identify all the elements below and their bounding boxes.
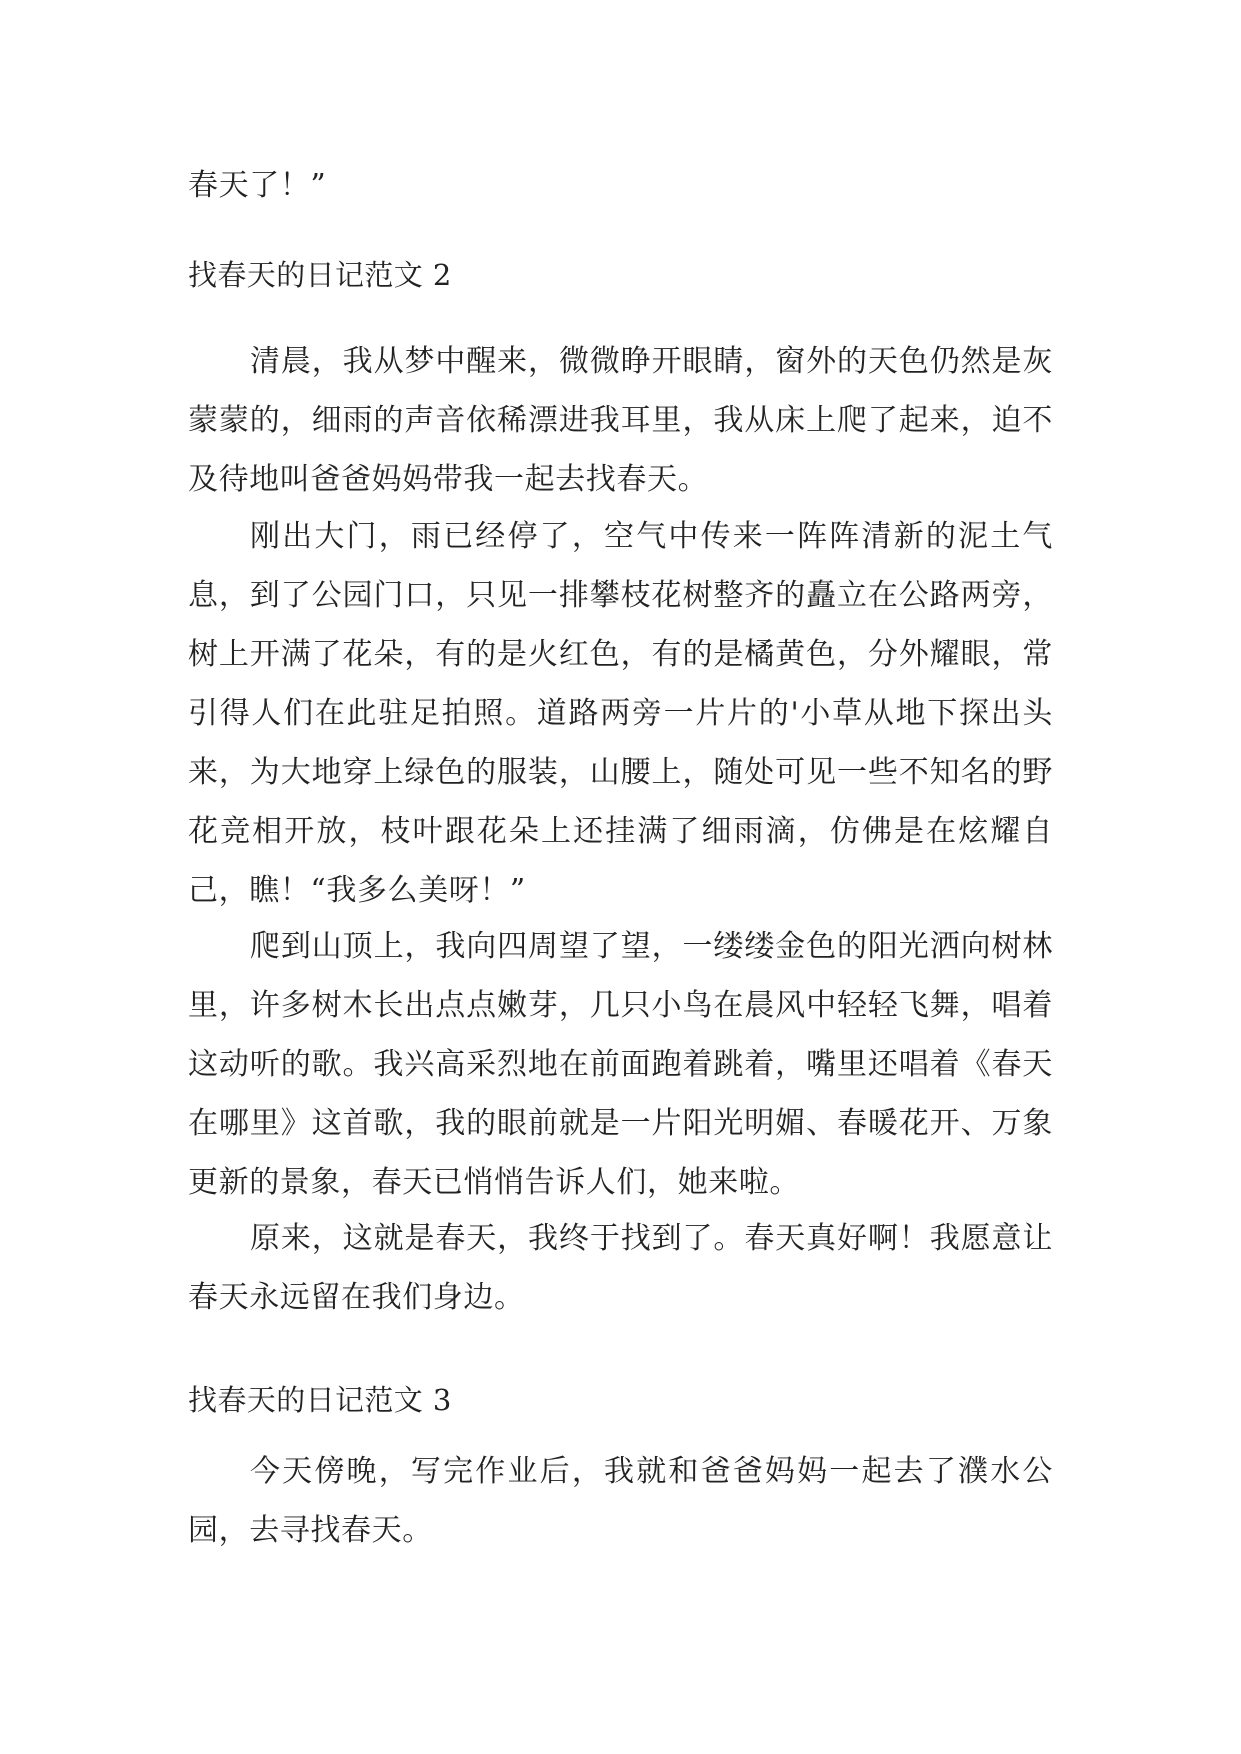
continuation-text: 春天了！” <box>188 168 327 203</box>
section-heading: 找春天的日记范文 2 <box>188 258 452 292</box>
paragraph: 今天傍晚，写完作业后，我就和爸爸妈妈一起去了濮水公园，去寻找春天。 <box>188 1454 1053 1548</box>
section-heading: 找春天的日记范文 3 <box>188 1383 452 1417</box>
paragraph: 清晨，我从梦中醒来，微微睁开眼睛，窗外的天色仍然是灰蒙蒙的，细雨的声音依稀漂进我耳里，我从床上爬了起来，迫不及待地叫爸爸妈妈带我一起去找春天。 <box>188 344 1053 497</box>
paragraph: 刚出大门，雨已经停了，空气中传来一阵阵清新的泥土气息，到了公园门口，只见一排攀枝花树整齐的矗立在公路两旁，树上开满了花朵，有的是火红色，有的是橘黄色，分外耀眼，常引得人们在此驻足拍照。道路两旁一片片的'小草从地下探出头来，为大地穿上绿色的服装，山腰上，随处可见一些不知名的野花竞相开放，枝叶跟花朵上还挂满了细雨滴，仿佛是在炫耀自己，瞧！“我多么美呀！” <box>188 519 1053 908</box>
paragraph: 原来，这就是春天，我终于找到了。春天真好啊！我愿意让春天永远留在我们身边。 <box>188 1221 1053 1315</box>
document-page <box>188 0 1053 1754</box>
paragraph: 爬到山顶上，我向四周望了望，一缕缕金色的阳光洒向树林里，许多树木长出点点嫩芽，几只小鸟在晨风中轻轻飞舞，唱着这动听的歌。我兴高采烈地在前面跑着跳着，嘴里还唱着《春天在哪里》这首歌，我的眼前就是一片阳光明媚、春暖花开、万象更新的景象，春天已悄悄告诉人们，她来啦。 <box>188 929 1053 1200</box>
